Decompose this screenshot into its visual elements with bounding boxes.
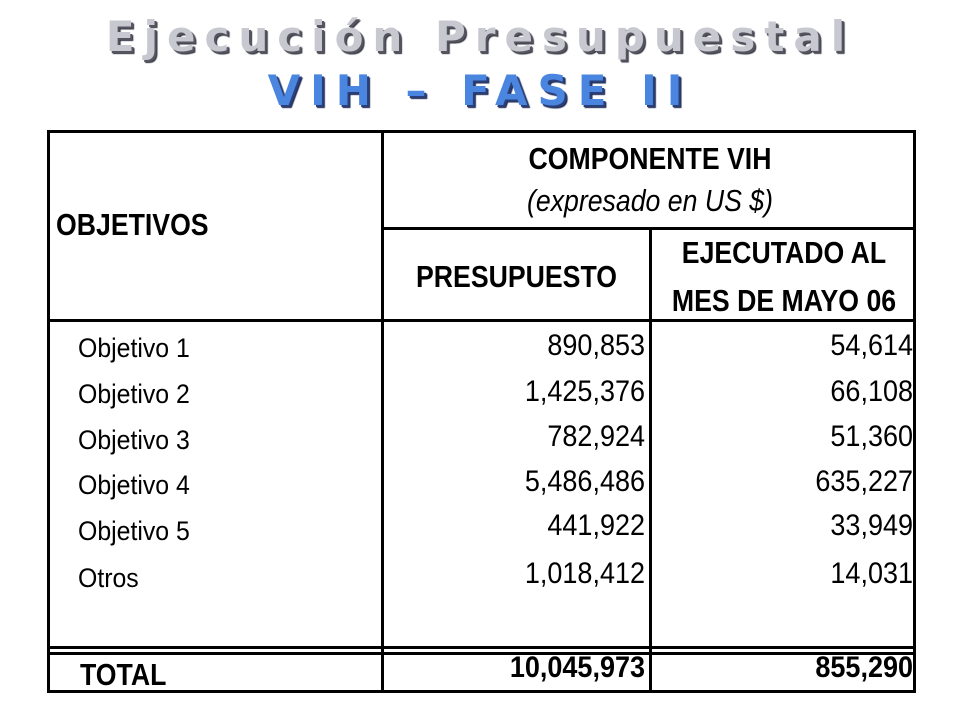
ejecutado-header-line2: MES DE MAYO 06 <box>671 283 897 318</box>
page-title: Ejecución Presupuestal <box>105 12 855 61</box>
ejecutado-header-line1: EJECUTADO AL <box>681 235 887 270</box>
budget-table <box>47 130 916 693</box>
row-label: Objetivo 5 <box>78 516 190 546</box>
row-label: Objetivo 3 <box>78 425 190 455</box>
row-ejecutado: 14,031 <box>830 557 913 590</box>
row-ejecutado: 66,108 <box>830 375 913 408</box>
col-divider-presupuesto <box>649 229 652 693</box>
row-label: Objetivo 2 <box>78 379 190 409</box>
row-presupuesto: 782,924 <box>547 420 645 453</box>
total-presupuesto: 10,045,973 <box>509 651 645 684</box>
row-presupuesto: 890,853 <box>547 329 645 362</box>
componente-subheader: (expresado en US $) <box>526 183 773 218</box>
row-divider-header <box>50 319 916 322</box>
row-label: Otros <box>78 563 139 593</box>
presupuesto-header: PRESUPUESTO <box>416 259 617 294</box>
objetivos-header: OBJETIVOS <box>56 207 209 242</box>
componente-header: COMPONENTE VIH <box>528 141 772 176</box>
row-ejecutado: 54,614 <box>830 329 913 362</box>
row-presupuesto: 1,425,376 <box>524 375 645 408</box>
row-divider-total-1 <box>50 646 916 649</box>
total-ejecutado: 855,290 <box>815 651 913 684</box>
total-label: TOTAL <box>80 657 167 692</box>
col-divider-objetivos-body <box>381 321 384 693</box>
page-subtitle: VIH – FASE II <box>267 66 693 115</box>
row-presupuesto: 1,018,412 <box>524 557 645 590</box>
row-presupuesto: 441,922 <box>547 509 645 542</box>
row-ejecutado: 33,949 <box>830 509 913 542</box>
row-divider-componente <box>381 227 916 230</box>
row-ejecutado: 51,360 <box>830 420 913 453</box>
row-ejecutado: 635,227 <box>815 465 913 498</box>
row-label: Objetivo 1 <box>78 333 190 363</box>
row-label: Objetivo 4 <box>78 470 190 500</box>
row-presupuesto: 5,486,486 <box>524 465 645 498</box>
